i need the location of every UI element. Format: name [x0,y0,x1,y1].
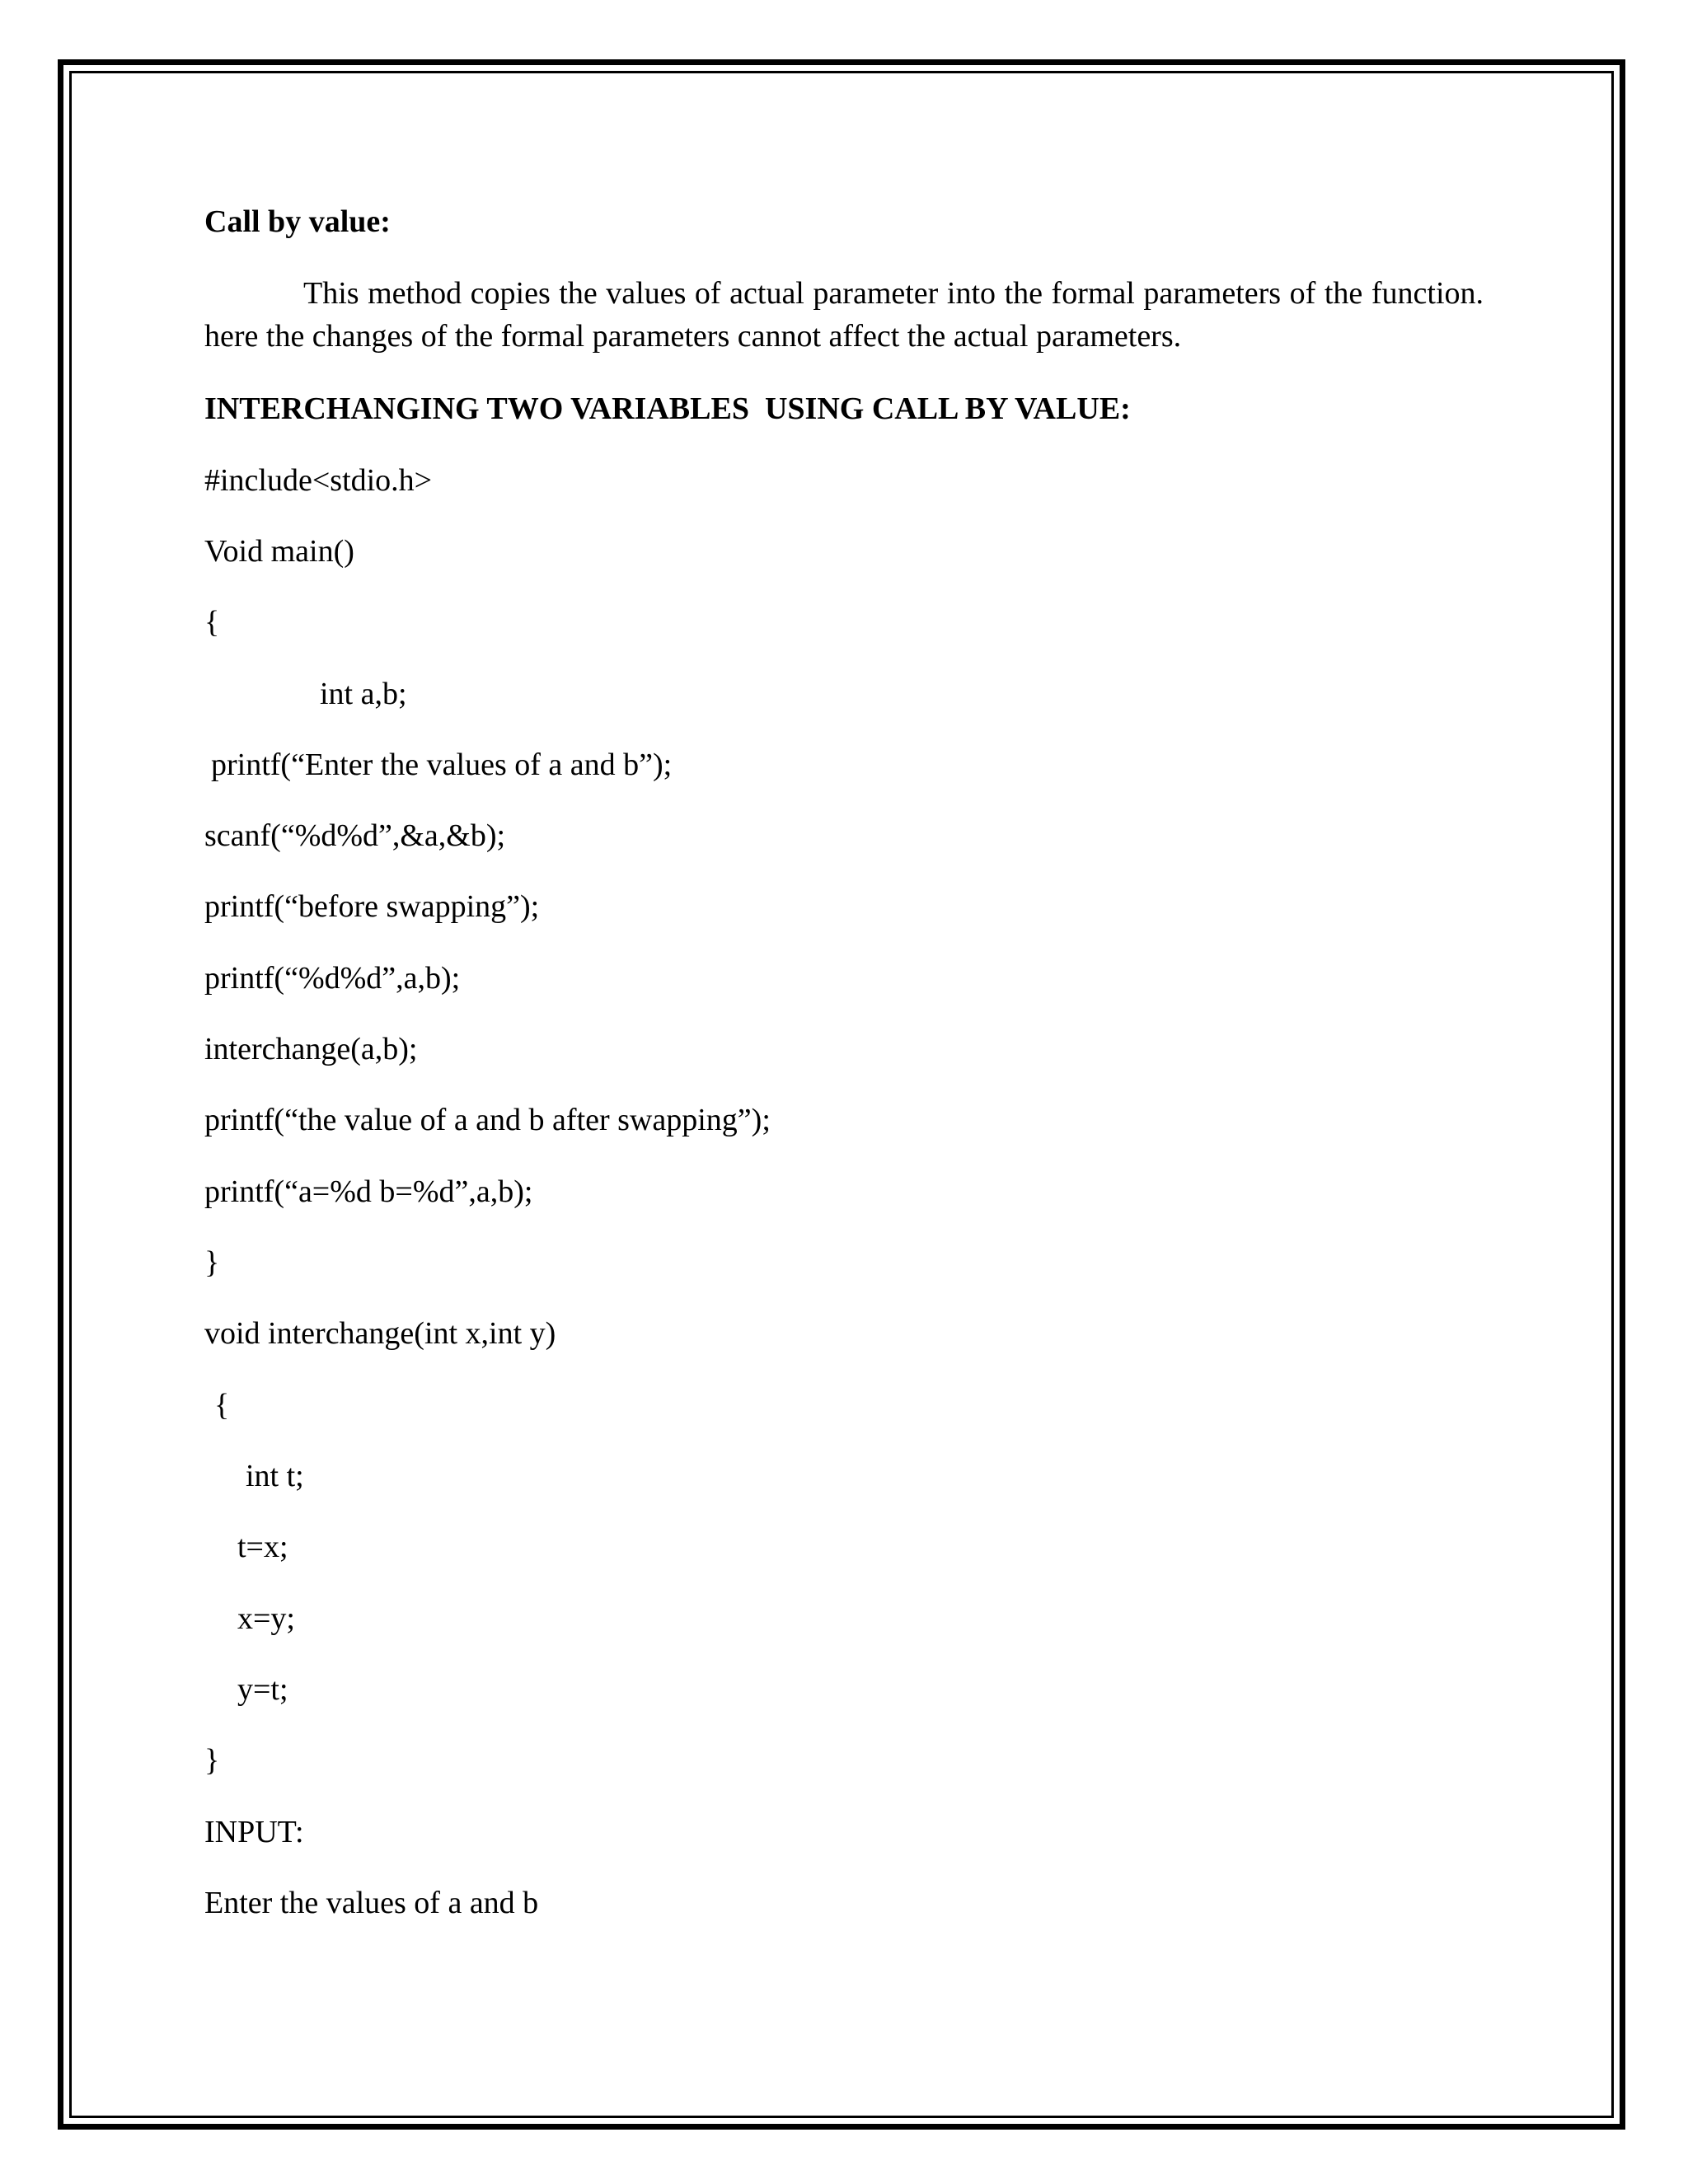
code-line-printf-before: printf(“before swapping”); [204,889,540,924]
code-line-scanf: scanf(“%d%d”,&a,&b); [204,818,506,853]
description-paragraph [204,272,1484,358]
page-border-inner [69,71,1614,2118]
code-line-function-def: void interchange(int x,int y) [204,1316,556,1351]
code-line-function-close-brace: } [204,1743,220,1778]
code-line-printf-result: printf(“a=%d b=%d”,a,b); [204,1174,533,1209]
code-line-declare-t: int t; [246,1459,304,1493]
code-line-assign-y: y=t; [237,1672,288,1707]
code-line-assign-t: t=x; [237,1530,288,1564]
code-line-printf-values: printf(“%d%d”,a,b); [204,961,461,996]
heading-call-by-value: Call by value: [204,204,391,239]
input-label: INPUT: [204,1815,304,1849]
code-line-printf-enter: printf(“Enter the values of a and b”); [211,748,673,782]
description-line-2: function. here the changes of the formal parameters cannot affect the actual parameters. [204,276,1484,354]
section-title: INTERCHANGING TWO VARIABLES USING CALL BY VALUE: [204,391,1131,426]
code-line-printf-after: printf(“the value of a and b after swapping”); [204,1103,771,1137]
code-line-include: #include<stdio.h> [204,463,433,498]
code-line-open-brace: { [204,605,220,640]
code-line-interchange-call: interchange(a,b); [204,1032,418,1066]
code-line-assign-x: x=y; [237,1601,295,1636]
description-line-1: This method copies the values of actual parameter into the formal parameters of the [303,276,1363,311]
code-line-main: Void main() [204,534,354,569]
code-line-declare: int a,b; [320,677,407,711]
code-line-function-open-brace: { [214,1388,230,1422]
input-prompt-text: Enter the values of a and b [204,1886,539,1920]
code-line-close-brace: } [204,1245,220,1280]
